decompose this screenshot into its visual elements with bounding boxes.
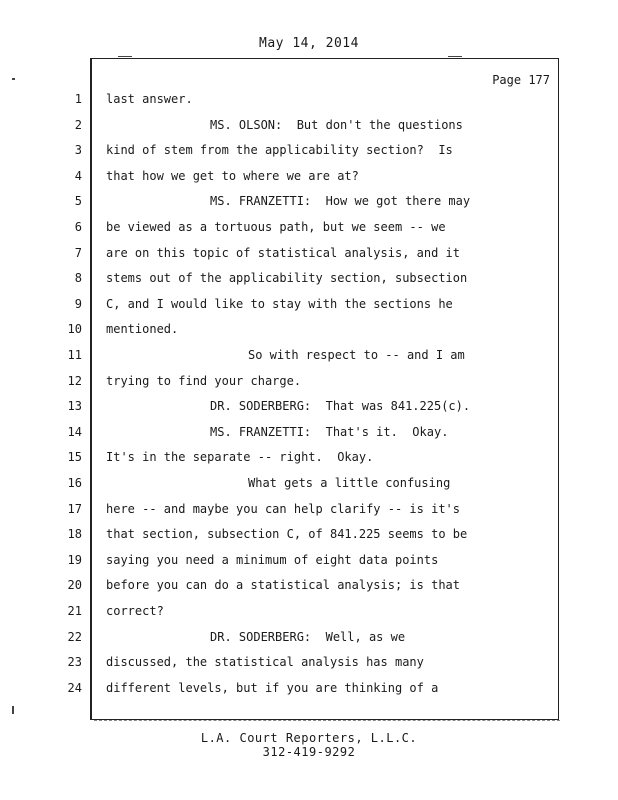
court-reporter-company: L.A. Court Reporters, L.L.C. bbox=[200, 731, 418, 745]
line-number: 4 bbox=[74, 168, 82, 183]
transcript-line bbox=[0, 220, 560, 246]
line-text: correct? bbox=[106, 604, 164, 618]
line-number: 16 bbox=[67, 476, 82, 490]
line-number: 14 bbox=[67, 424, 82, 439]
transcript-line bbox=[0, 630, 560, 656]
line-number: 2 bbox=[74, 117, 82, 132]
transcript-line bbox=[0, 194, 560, 220]
line-text: kind of stem from the applicability section? Is bbox=[106, 143, 453, 158]
line-text: DR. SODERBERG: Well, as we bbox=[210, 629, 406, 644]
line-number: 18 bbox=[67, 527, 82, 542]
line-text: here -- and maybe you can help clarify -- is it's bbox=[106, 501, 461, 516]
line-number: 10 bbox=[67, 322, 82, 337]
line-text: last answer. bbox=[106, 92, 193, 106]
line-text: C, and I would like to stay with the sections he bbox=[106, 296, 453, 311]
transcript-line bbox=[0, 143, 560, 169]
line-number: 9 bbox=[74, 296, 82, 311]
transcript-line bbox=[0, 655, 560, 681]
line-text: that section, subsection C, of 841.225 seems to be bbox=[106, 527, 468, 542]
transcript-line bbox=[0, 92, 560, 118]
transcript-line bbox=[0, 322, 560, 348]
line-text: saying you need a minimum of eight data points bbox=[106, 552, 439, 567]
line-number: 11 bbox=[67, 348, 82, 362]
document-date: May 14, 2014 bbox=[259, 36, 359, 51]
transcript-line bbox=[0, 476, 560, 502]
scan-artifact bbox=[448, 56, 462, 57]
line-number: 3 bbox=[74, 143, 82, 158]
line-number: 20 bbox=[67, 578, 82, 593]
transcript-line bbox=[0, 425, 560, 451]
line-text: different levels, but if you are thinking of a bbox=[106, 680, 439, 695]
line-text: So with respect to -- and I am bbox=[248, 348, 465, 362]
line-text: stems out of the applicability section, subsection bbox=[106, 271, 468, 286]
transcript-line bbox=[0, 527, 560, 553]
transcript-line bbox=[0, 604, 560, 630]
scan-artifact bbox=[12, 706, 14, 714]
line-text: What gets a little confusing bbox=[248, 476, 451, 490]
transcript-line bbox=[0, 681, 560, 707]
transcript-line bbox=[0, 450, 560, 476]
page-number: Page 177 bbox=[492, 73, 550, 87]
transcript-line bbox=[0, 271, 560, 297]
line-text: DR. SODERBERG: That was 841.225(c). bbox=[210, 399, 471, 414]
line-text: that how we get to where we are at? bbox=[106, 168, 359, 183]
line-number: 19 bbox=[67, 552, 82, 567]
line-text: MS. FRANZETTI: How we got there may bbox=[210, 194, 471, 209]
transcript-line bbox=[0, 578, 560, 604]
transcript-line bbox=[0, 169, 560, 195]
line-number: 12 bbox=[67, 373, 82, 388]
line-number: 8 bbox=[74, 271, 82, 286]
transcript-line bbox=[0, 246, 560, 272]
line-text: are on this topic of statistical analysis, and it bbox=[106, 245, 461, 260]
line-number: 15 bbox=[67, 450, 82, 465]
line-number: 22 bbox=[67, 629, 82, 644]
line-text: It's in the separate -- right. Okay. bbox=[106, 450, 374, 465]
transcript-line bbox=[0, 553, 560, 579]
line-text: mentioned. bbox=[106, 322, 179, 337]
transcript-line bbox=[0, 297, 560, 323]
scan-artifact bbox=[12, 78, 15, 80]
line-number: 17 bbox=[67, 501, 82, 516]
line-number: 21 bbox=[67, 604, 82, 618]
line-text: before you can do a statistical analysis; is that bbox=[106, 578, 461, 593]
line-number: 13 bbox=[67, 399, 82, 414]
line-number: 1 bbox=[74, 92, 82, 106]
line-number: 5 bbox=[74, 194, 82, 209]
transcript-line bbox=[0, 399, 560, 425]
transcript-line bbox=[0, 502, 560, 528]
transcript-line bbox=[0, 348, 560, 374]
line-text: be viewed as a tortuous path, but we seem -- we bbox=[106, 220, 446, 234]
line-text: MS. OLSON: But don't the questions bbox=[210, 117, 463, 132]
transcript-line bbox=[0, 118, 560, 144]
scan-artifact bbox=[118, 56, 132, 57]
line-number: 6 bbox=[74, 220, 82, 234]
line-text: discussed, the statistical analysis has many bbox=[106, 655, 424, 670]
line-text: trying to find your charge. bbox=[106, 373, 302, 388]
transcript-line bbox=[0, 374, 560, 400]
frame-shadow-divider bbox=[94, 716, 560, 721]
court-reporter-phone: 312-419-9292 bbox=[262, 745, 356, 759]
line-number: 24 bbox=[67, 680, 82, 695]
line-number: 23 bbox=[67, 655, 82, 670]
line-number: 7 bbox=[74, 245, 82, 260]
line-text: MS. FRANZETTI: That's it. Okay. bbox=[210, 424, 449, 439]
